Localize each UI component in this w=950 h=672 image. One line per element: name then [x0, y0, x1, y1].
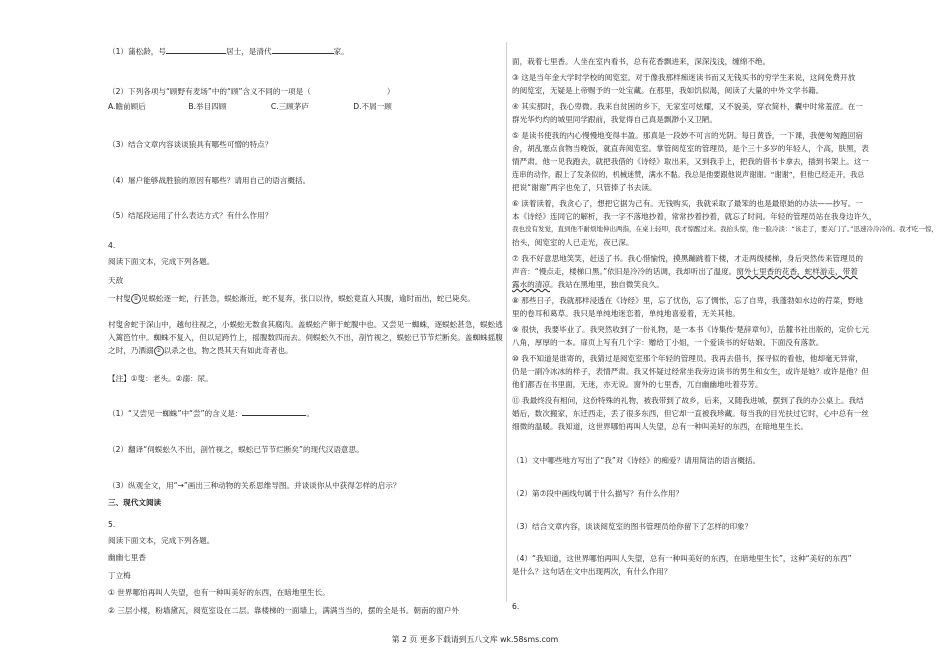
passage-paragraph [108, 318, 503, 357]
para-text: 见蜈蚣逐一蛇，行甚急，蜈蚣渐近，蛇不复奔，张口以待，蜈蚣竟直入其腹，逾时而出，蛇已毙矣。 [140, 294, 475, 303]
answer-blank [242, 407, 306, 416]
footnote-marker: ② [154, 346, 164, 356]
reading-instruction: 阅读下面文本，完成下列各题。 [108, 536, 215, 545]
question-1-2 [108, 86, 394, 97]
passage-line: 婚后，数次搬家，东迁西走，丢了很多东西，但它却一直被我珍藏。每当我的目光扶过它时，心中总有一丝 [512, 409, 869, 418]
underlined-sentence: 窗外七里香的花香，蛇样游走，带着 [736, 267, 858, 276]
reading-instruction: 阅读下面文本，完成下列各题。 [108, 257, 215, 266]
page-footer: 第 2 页 更多下载请到五八文库 wk.58sms.com [391, 635, 559, 644]
passage-line: 群光华灼灼的城里同学跟前，我觉得自己真是飘渺小又卫陋。 [512, 115, 718, 124]
passage-line: ⑥ 读着读着，我贪心了，想把它据为己有。无钱购买，我就采取了最笨的也是最原始的办法——抄写。一 [512, 199, 863, 208]
underlined-sentence: 露水的清凉 [512, 280, 550, 289]
passage-line: 面，栽着七里香。人坐在室内看书，总有花香飘进来，深深浅浅，缠绵不绝。 [512, 57, 771, 66]
passage-line: 抬头，阅览室的人已走光，夜已深。 [512, 238, 634, 247]
passage-line: ⑦ 我不好意思地笑笑，赶送了书。我心惜愉悦，摸黑蹦跳着下楼，才走两级楼梯，身后突然传来管理员的 [512, 254, 863, 263]
para-text: 村叟舍蛇于深山中，越旬往视之，小蜈蚣无数食其腐肉。盖蜈蚣产卵于蛇腹中也。又尝见一蜘蛛，逐蜈蚣甚急，蜈蚣逃入篱笆竹中。蜘蛛不复入，但以足跨竹上，摇腹数四而去。伺蜈蚣久不出，剖竹视之，蜈蚣已节节 [108, 320, 503, 342]
passage-paragraph: ② 三层小楼，粉墙黛瓦，阅览室设在二层。靠楼梯的一面墙上，满满当当的，摆的全是书。朝南的窗户外 [108, 606, 459, 615]
question-4-3: （3）纵观全文，用“→”画出三种动物的关系思维导图。并谈谈你从中获得怎样的启示？ [108, 481, 401, 490]
passage-author: 丁立梅 [108, 571, 131, 580]
q1-mid: 居士，是清代 [226, 47, 272, 56]
q1-prefix: （1）蒲松龄，号 [108, 47, 166, 56]
question-5-4-cont: 是什么？这句话在文中出现两次，有什么作用？ [512, 567, 672, 576]
passage-line: ⑪ 我最终没有相问，这份特殊的礼物，被我带到了故乡，后来，又随我进城，摆到了我的办公桌上。我结 [512, 396, 864, 405]
para-text: 烂断矣。盖蜘蛛摇腹之时，乃洒溺 [108, 333, 503, 355]
passage-line: 他们都否在书里面，无迷，亦无说。窗外的七里香，兀自幽幽地吐着芬芳。 [512, 380, 763, 389]
question-5-3: （3）结合文章内容，谈谈阅览室的图书管理员给你留下了怎样的印象？ [512, 522, 753, 531]
column-divider [506, 42, 507, 602]
passage-line: 连串的动作，跟上了发条似的，机械迷赞，满水不黏。我总是他要跟他说声谢谢。“谢谢”，但他已经走开，我总 [512, 170, 865, 179]
answer-blank [166, 45, 226, 54]
passage-line: 里的卷耳和葛草。我只是单纯地迷恋着，单纯地喜爱着，无关其他。 [512, 309, 740, 318]
question-1-5: （5）结尾段运用了什么表达方式？有什么作用？ [108, 211, 273, 220]
passage-line: ⑤ 是读书使我的内心慢慢地变得丰盈。那真是一段妙不可言的光阴。每日黄昏，一下课，我便匆匆跑回宿 [512, 131, 863, 140]
passage-paragraph [108, 293, 475, 304]
options-row [108, 101, 392, 112]
passage-line: 的阅览室，无疑是上帝赐予的一处宝藏。在那里，我如饥似渴，阅读了大量的中外文学书籍。 [512, 86, 824, 95]
question-1-3: （3）结合文章内容谈谈狼具有哪些可憎的特点？ [108, 140, 273, 149]
section-heading: 三、现代文阅读 [108, 498, 162, 507]
question-5-1: （1）文中哪些地方写出了“我”对《诗经》的痴爱？请用简洁的语言概括。 [512, 456, 761, 465]
q2-close: ） [386, 87, 395, 96]
passage-line: 仍是一副冷冰冰的样子，表情严肃。我又怀疑过经常坐我旁边读书的男生和女生，或许是她？或许是他？但 [512, 367, 869, 376]
q41-prefix: （1）“又尝见一蜘蛛”中“尝”的含义是： [108, 409, 243, 418]
question-1-1 [108, 45, 349, 57]
passage-line: 舍，胡乱塞点食物当晚饭，就直奔阅览室。掌管阅览室的管理员，是个三十多岁的年轻人，个高，肤黑，表 [512, 144, 869, 153]
question-5-4: （4）“我知道，这世界哪怕再叫人失望，总有一种叫美好的东西，在暗地里生长”，这种“美好的东西” [512, 554, 852, 563]
question-number-6: 6. [512, 602, 520, 611]
passage-line: 细微的温暖。我知道，这世界哪怕再叫人失望，总有一种叫美好的东西，在暗地里生长。 [512, 422, 809, 431]
passage-text: 声音：“慢点走，楼梯口黑。”依旧是冷冷的话调，我却听出了温度。 [512, 267, 737, 276]
option-c: C.三顾茅庐 [270, 102, 309, 111]
passage-line: ③ 这是当年金大学时学校的阅览室。对于像我那样痴迷读书而又无钱买书的穷学生来说，这间免费开放 [512, 73, 856, 82]
passage-line: 把说“谢谢”两字也免了，只管捧了书去读。 [512, 183, 657, 192]
para-text: 以杀之也，物之畏其天有如此奇者也。 [163, 346, 293, 355]
passage-line: 八角，厚厚的一本。扉页上写有几个字：赠给丁小姐，一个爱读书的好姑娘。下面没有落款。 [512, 338, 824, 347]
q41-suffix: 。 [306, 409, 315, 418]
q2-text: （2）下列各项与“顾野有麦场”中的“顾”含义不同的一项是（ [108, 87, 311, 96]
question-4-2: （2）翻译“伺蜈蚣久不出，剖竹视之，蜈蚣已节节烂断矣”的现代汉语意思。 [108, 445, 364, 454]
passage-line: ⑩ 我不知道是谁寄的，我猜过是阅览室那个年轻的管理员。我再去借书，探寻似的看他，他却毫无异常， [512, 354, 863, 363]
passage-paragraph: ① 世界哪怕再叫人失望，也有一种叫美好的东西，在暗地里生长。 [108, 588, 330, 597]
passage-line: 我也没有发觉，直到他不耐烦地伸出两指，在桌上轻叩，我才惊醒过来。我抬头惊，他一脸冷淡：“该走了，要关门了。”迅速冷冷冷的。我才吃一惊， [512, 225, 938, 233]
question-5-2: （2）第⑦段中画线句属于什么描写？有什么作用？ [512, 489, 684, 498]
passage-line [512, 266, 858, 277]
question-number-4: 4. [108, 241, 116, 250]
annotation-note: 【注】①叟：老头。②溺：尿。 [108, 374, 213, 383]
passage-line: ⑧ 那些日子，我就那样浸透在《诗经》里，忘了忧伤，忘了惆怅，忘了自卑，我蓬勃如水边的荇菜，野地 [512, 296, 863, 305]
question-number-5: 5. [108, 520, 116, 529]
passage-title: 天敌 [108, 276, 124, 285]
passage-line [512, 279, 664, 290]
passage-line: 本《诗经》连同它的解析，我一字不落地抄着，常常抄着抄着，就忘了时间。年轻的管理员站在我身边许久， [512, 212, 877, 221]
para-text: 一村叟 [108, 294, 131, 303]
question-4-1 [108, 407, 314, 419]
passage-line: ④ 其实那时，我心卑微。我来自贫困的乡下，无家室可炫耀，又不貌美，穿衣简朴，囊中时常羞涩。在一 [512, 102, 863, 111]
q1-suffix: 家。 [333, 47, 349, 56]
option-d: D.不屑一顾 [353, 102, 392, 111]
passage-title: 幽幽七里香 [108, 553, 146, 562]
passage-line: ⑨ 很快，我要毕业了。我突然收到了一份礼物，是一本书《诗集传·楚辞章句》，岳麓书社出版的，定价七元 [512, 325, 870, 334]
option-a: A.瞻前顾后 [108, 102, 146, 111]
answer-blank [272, 45, 334, 54]
question-1-4: （4）屠户能够战胜狼的原因有哪些？请用自己的语言概括。 [108, 176, 311, 185]
passage-line: 情严肃。他一见我跑去，就把我借的《诗经》取出来，又到我手上，把我的借书卡拿去，插到书架上。这一 [512, 157, 869, 166]
option-b: B.举目四顾 [188, 102, 227, 111]
footnote-marker: ① [131, 294, 141, 304]
passage-text: 。我站在黑地里，独自微笑良久。 [549, 280, 664, 289]
